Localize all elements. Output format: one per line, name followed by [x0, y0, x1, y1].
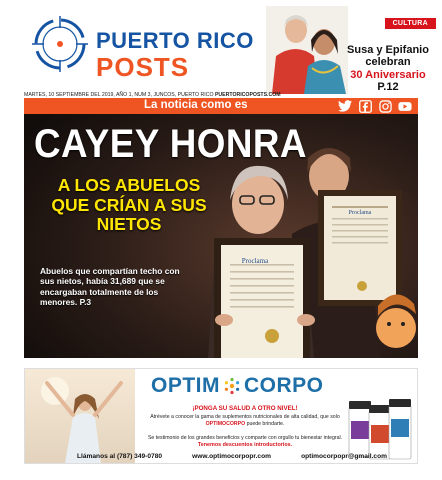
ad-website[interactable]: www.optimocorpopr.com [192, 453, 271, 460]
advertisement[interactable] [24, 368, 418, 464]
social-links [338, 99, 412, 113]
facebook-icon[interactable] [358, 99, 372, 113]
ad-brand-logo[interactable] [151, 374, 324, 398]
ad-body-highlight-1: grandes beneficios [196, 435, 240, 441]
logo-wordmark[interactable] [96, 30, 254, 80]
dateline-site[interactable]: PUERTORICOPOSTS.COM [214, 92, 281, 98]
ad-body-line-1: Atrévete a conocer la gama de suplementos nutricionales de alta calidad, que solo [150, 414, 340, 420]
ad-discount-note: Tenemos descuentos introductorios. [197, 442, 293, 448]
teaser-line-3: 30 Aniversario [350, 68, 426, 81]
ad-body-highlight-2: bienestar integral. [300, 435, 343, 441]
tagline-bar [24, 98, 418, 114]
ad-body-line-2-start: Se testimonio de los [147, 435, 195, 441]
cover-story[interactable] [24, 114, 418, 358]
teaser-page: P.12 [377, 80, 399, 93]
subhead-line-1: A LOS ABUELOS [57, 175, 201, 195]
ad-phone[interactable]: Llámanos al (787) 349-0780 [77, 453, 163, 460]
teaser-line-1: Susa y Epifanio [347, 44, 429, 56]
ad-woman-photo [25, 369, 135, 463]
subhead-line-2: QUE CRÍAN A SUS [51, 194, 207, 215]
ad-brand-part-2: CORPO [244, 374, 324, 397]
cover-summary: Abuelos que compartían techo con sus nietos, había 31,689 que se encargaban totalmente de los menores. P.3 [40, 266, 180, 307]
ad-email[interactable]: optimocorpopr@gmail.com [301, 453, 387, 460]
ad-body-line-2-mid: y comparte con orgullo tu [241, 435, 300, 441]
ad-body-line-1-end: puede brindarte. [246, 420, 285, 427]
twitter-icon[interactable] [338, 99, 352, 113]
masthead [0, 0, 442, 96]
dateline-text: MARTES, 10 SEPTIEMBRE DEL 2019, AÑO 1, NUM 3, JUNCOS, PUERTO RICO [24, 92, 214, 98]
ad-body-brand: OPTIMOCORPO [205, 420, 246, 427]
certificate-label-back: Proclama [348, 210, 372, 216]
subhead-line-3: NIETOS [96, 214, 162, 235]
ad-brand-part-1: OPTIM [151, 374, 220, 397]
tagline: La noticia como es [144, 99, 248, 111]
flower-logo-icon [222, 376, 242, 396]
certificate-label-front: Proclama [241, 257, 269, 265]
logo-line-1: PUERTO RICO [96, 28, 254, 53]
ad-body-line-2 [129, 435, 361, 442]
ad-contacts [77, 453, 387, 460]
ad-body-copy [129, 414, 361, 428]
logo-line-2: POSTS [96, 52, 190, 82]
teaser-line-2: celebran [365, 56, 411, 69]
ad-slogan: ¡PONGA SU SALUD A OTRO NIVEL! [192, 405, 298, 412]
teaser-headline[interactable] [335, 44, 441, 93]
cover-subhead [34, 176, 224, 235]
ad-product-bottles [347, 393, 413, 461]
target-logo-icon [30, 14, 90, 74]
youtube-icon[interactable] [398, 99, 412, 113]
cover-headline: CAYEY HONRA [34, 122, 307, 166]
section-tag[interactable]: CULTURA [385, 18, 436, 29]
instagram-icon[interactable] [378, 99, 392, 113]
